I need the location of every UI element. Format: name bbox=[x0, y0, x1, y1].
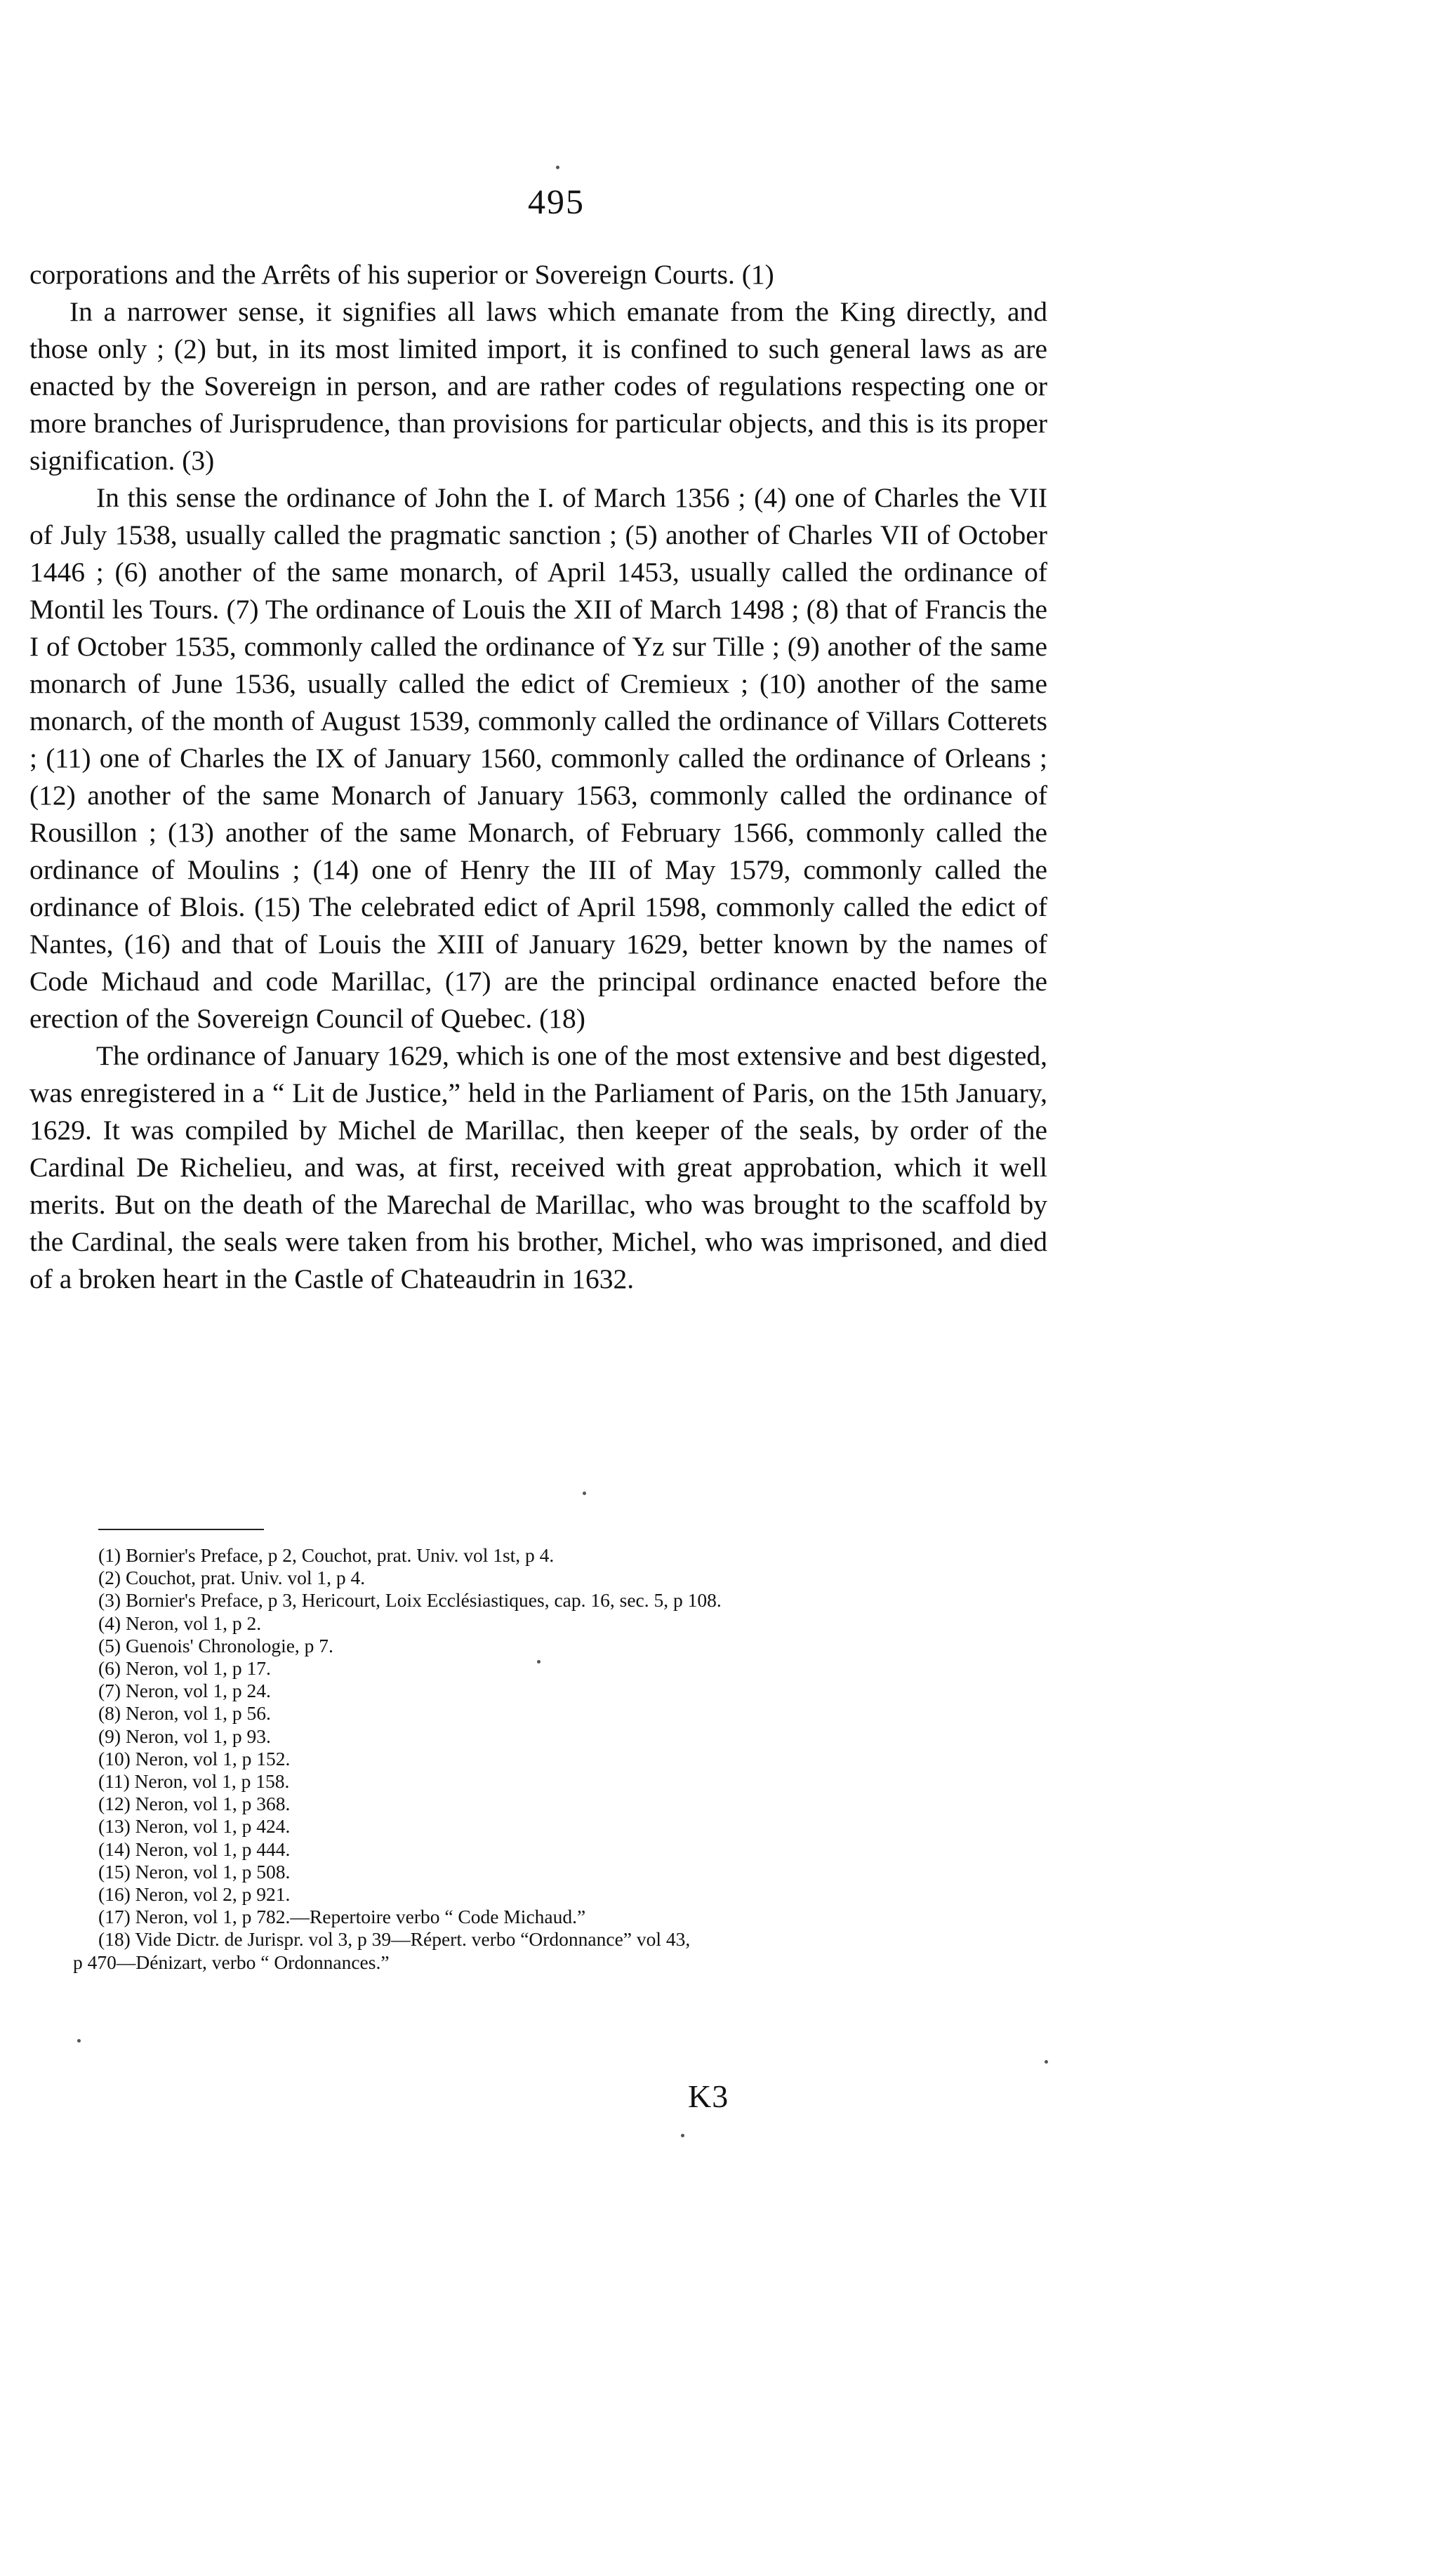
footnote: (13) Neron, vol 1, p 424. bbox=[98, 1815, 291, 1838]
page-number: 495 bbox=[528, 182, 585, 221]
footnote: (5) Guenois' Chronologie, p 7. bbox=[98, 1634, 333, 1657]
footnote: (16) Neron, vol 2, p 921. bbox=[98, 1883, 291, 1906]
paragraph: In a narrower sense, it signifies all laws which emanate from the King directly, and those only ; (2) but, in its most limited import, it is confined to such general laws as are enacted by the Sovereign in person, and are rather codes of regulations respecting one or more branches of Jurisprudence, than provisions for particular objects, and this is its proper signification. (3) bbox=[29, 296, 1047, 476]
footnote: (15) Neron, vol 1, p 508. bbox=[98, 1860, 291, 1883]
ink-speck bbox=[537, 1660, 541, 1664]
ink-speck bbox=[1045, 2060, 1048, 2064]
footnote: (17) Neron, vol 1, p 782.—Repertoire verbo “ Code Michaud.” bbox=[98, 1906, 586, 1928]
footnote: (8) Neron, vol 1, p 56. bbox=[98, 1702, 271, 1725]
footnote: (9) Neron, vol 1, p 93. bbox=[98, 1725, 271, 1747]
footnote: (12) Neron, vol 1, p 368. bbox=[98, 1793, 291, 1815]
ink-speck bbox=[583, 1492, 586, 1495]
footnote: (14) Neron, vol 1, p 444. bbox=[98, 1838, 291, 1860]
ink-speck bbox=[556, 166, 559, 169]
paragraph: corporations and the Arrêts of his superior or Sovereign Courts. (1) bbox=[29, 259, 774, 290]
paragraph: In this sense the ordinance of John the I. of March 1356 ; (4) one of Charles the VII of July 1538, usually called the pragmatic sanction ; (5) another of Charles VII of October 1446 ; (6) another of the same monarch, of April 1453, usually called the ordinance of Montil les Tours. (7) The ordinance of Louis the XII of March 1498 ; (8) that of Francis the I of October 1535, commonly called the ordinance of Yz sur Tille ; (9) another of the same monarch of June 1536, usually called the edict of Cremieux ; (10) another of the same monarch, of the month of August 1539, commonly called the ordinance of Villars Cotterets ; (11) one of Charles the IX of January 1560, commonly called the ordinance of Orleans ; (12) another of the same Monarch of January 1563, commonly called the ordinance of Rousillon ; (13) another of the same Monarch, of February 1566, commonly called the ordinance of Moulins ; (14) one of Henry the III of May 1579, commonly called the ordinance of Blois. (15) The celebrated edict of April 1598, commonly called the edict of Nantes, (16) and that of Louis the XIII of January 1629, better known by the names of Code Michaud and code Marillac, (17) are the principal ordinance enacted before the erection of the Sovereign Council of Quebec. (18) bbox=[29, 482, 1047, 1034]
footnote: (4) Neron, vol 1, p 2. bbox=[98, 1612, 262, 1634]
body-text bbox=[29, 256, 1047, 1298]
footnote: (10) Neron, vol 1, p 152. bbox=[98, 1747, 291, 1770]
footnote-continuation: p 470—Dénizart, verbo “ Ordonnances.” bbox=[73, 1951, 390, 1973]
footnote: (6) Neron, vol 1, p 17. bbox=[98, 1657, 271, 1680]
footnote-divider bbox=[98, 1529, 264, 1530]
footnote: (1) Bornier's Preface, p 2, Couchot, prat. Univ. vol 1st, p 4. bbox=[98, 1544, 555, 1566]
signature-mark: K3 bbox=[688, 2078, 729, 2114]
footnote: (2) Couchot, prat. Univ. vol 1, p 4. bbox=[98, 1567, 366, 1589]
footnote: (11) Neron, vol 1, p 158. bbox=[98, 1770, 290, 1793]
footnote: (18) Vide Dictr. de Jurispr. vol 3, p 39—Répert. verbo “Ordonnance” vol 43, bbox=[98, 1928, 691, 1951]
footnote: (7) Neron, vol 1, p 24. bbox=[98, 1680, 271, 1702]
paragraph: The ordinance of January 1629, which is one of the most extensive and best digested, was enregistered in a “ Lit de Justice,” held in the Parliament of Paris, on the 15th January, 1629. It was compiled by Michel de Marillac, then keeper of the seals, by order of the Cardinal De Richelieu, and was, at first, received with great approbation, which it well merits. But on the death of the Marechal de Marillac, who was brought to the scaffold by the Cardinal, the seals were taken from his brother, Michel, who was imprisoned, and died of a broken heart in the Castle of Chateaudrin in 1632. bbox=[29, 1040, 1047, 1294]
ink-speck bbox=[681, 2134, 684, 2137]
footnote: (3) Bornier's Preface, p 3, Hericourt, Loix Ecclésiastiques, cap. 16, sec. 5, p 108. bbox=[98, 1589, 722, 1612]
ink-speck bbox=[77, 2039, 81, 2043]
footnotes bbox=[73, 1544, 1074, 1974]
